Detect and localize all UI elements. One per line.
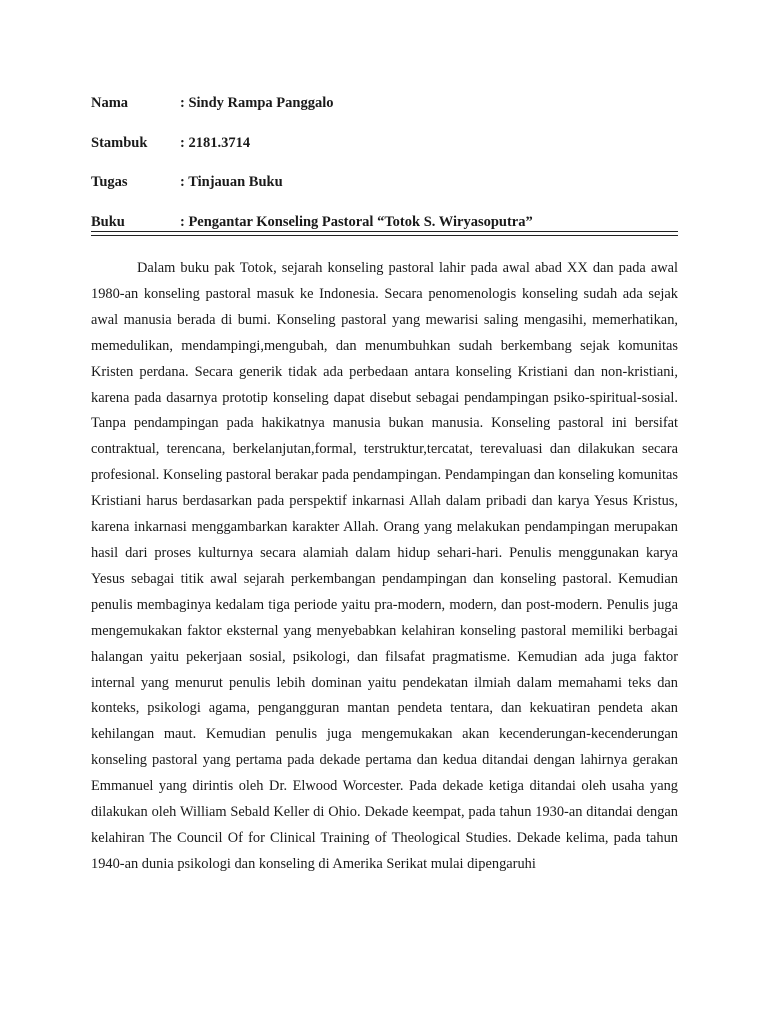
header-row-nama — [91, 93, 678, 113]
header-row-stambuk — [91, 133, 678, 153]
header-divider-bottom — [91, 235, 678, 236]
header-value-buku: : Pengantar Konseling Pastoral “Totok S. Wiryasoputra” — [180, 213, 533, 230]
header-value-tugas: : Tinjauan Buku — [180, 174, 283, 190]
header-label-nama: Nama — [91, 95, 129, 111]
header-value-stambuk: : 2181.3714 — [180, 134, 251, 151]
header-value-nama: : Sindy Rampa Panggalo — [180, 95, 334, 111]
header-label-buku: Buku — [91, 213, 125, 230]
header-row-tugas — [91, 172, 678, 192]
header-divider-top — [91, 231, 678, 232]
header-label-stambuk: Stambuk — [91, 134, 148, 151]
body-paragraph: Dalam buku pak Totok, sejarah konseling pastoral lahir pada awal abad XX dan pada awal 1980-an konseling pastoral masuk ke Indonesia. Secara penomenologis konseling sudah ada sejak awal manusia berada di bumi. Konseling pastoral yang mewarisi saling mengasihi, memerhatikan, memedulikan, mendampingi,mengubah, dan menumbuhkan sudah berkembang sejak komunitas Kristen perdana. Secara generik tidak ada perbedaan antara konseling Kristiani dan non-kristiani, karena pada dasarnya prototip konseling dapat disebut sebagai pendampingan psiko-spiritual-sosial. Tanpa pendampingan pada hakikatnya manusia bukan manusia. Konseling pastoral ini bersifat contraktual, terencana, berkelanjutan,formal, terstruktur,tercatat, terevaluasi dan dilakukan secara profesional. Konseling pastoral berakar pada pendampingan. Pendampingan dan konseling komunitas Kristiani harus berdasarkan pada perspektif inkarnasi Allah dalam pribadi dan karya Yesus Kristus, karena inkarnasi menggambarkan karakter Allah. Orang yang melakukan pendampingan merupakan hasil dari proses kulturnya secara alamiah dalam hidup sehari-hari. Penulis menggunakan karya Yesus sebagai titik awal sejarah perkembangan pendampingan dan konseling pastoral. Kemudian penulis membaginya kedalam tiga periode yaitu pra-modern, modern, dan post-modern. Penulis juga mengemukakan faktor eksternal yang menyebabkan kelahiran konseling pastoral memiliki berbagai halangan yaitu pekerjaan sosial, psikologi, dan filsafat pragmatisme. Kemudian ada juga faktor internal yang menurut penulis lebih dominan yaitu pendekatan ilmiah dalam memahami teks dan konteks, psikologi agama, pengangguran mantan pendeta tentara, dan kekuatiran pendeta akan kehilangan maut. Kemudian penulis juga mengemukakan akan kecenderungan-kecenderungan konseling pastoral yang pertama pada dekade pertama dan kedua ditandai dengan lahirnya gerakan Emmanuel yang dirintis oleh Dr. Elwood Worcester. Pada dekade ketiga ditandai oleh usaha yang dilakukan oleh William Sebald Keller di Ohio. Dekade keempat, pada tahun 1930-an ditandai dengan kelahiran The Council Of for Clinical Training of Theological Studies. Dekade kelima, pada tahun 1940-an dunia psikologi dan konseling di Amerika Serikat mulai dipengaruhi — [91, 260, 678, 872]
header-row-buku — [91, 212, 678, 232]
header-label-tugas: Tugas — [91, 174, 128, 190]
document-header — [91, 93, 678, 232]
